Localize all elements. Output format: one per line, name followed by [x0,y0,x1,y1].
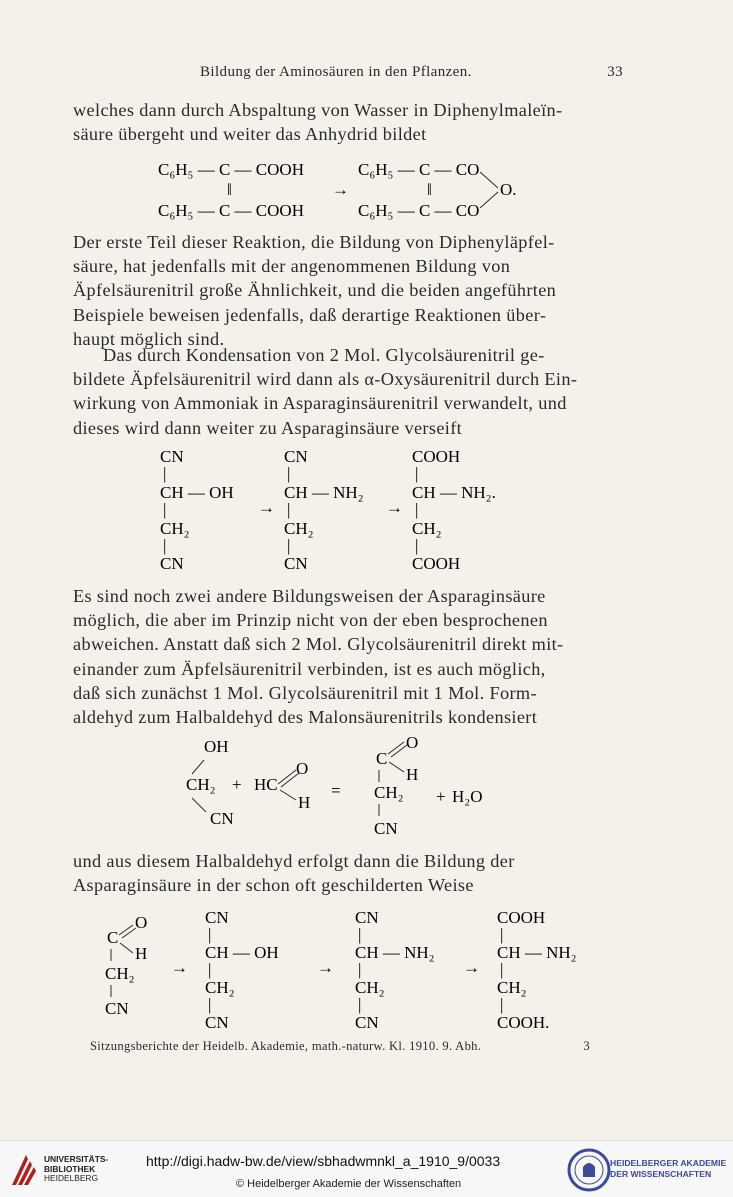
text-line: Äpfelsäurenitril große Ähnlichkeit, und die beiden angeführten [73,280,557,301]
text-line: wirkung von Ammoniak in Asparaginsäurenitril verwandelt, und [73,393,567,414]
formula-diphenylmaleic-svg [158,158,548,220]
aldehyde-carbon: C [376,749,388,768]
university-library-logo-icon[interactable] [6,1149,48,1191]
signature-mark: 3 [583,1039,590,1053]
paragraph-4 [73,584,626,729]
formula-text: C₆H₅ — C — CO [358,201,480,220]
bond: | [415,536,419,555]
text-line: einander zum Äpfelsäurenitril verbinden, ist es auch möglich, [73,658,546,679]
reaction-arrow: → [386,498,403,517]
group: COOH [497,908,546,927]
academy-line: DER WISSENSCHAFTEN [610,1169,712,1179]
formula-column-3 [497,908,577,1032]
bond: | [500,925,504,944]
bond-line [388,742,404,754]
hydrogen: H [406,765,419,784]
formula-asparagine-route [160,446,560,581]
text-line: Asparaginsäure in der schon oft geschilderten Weise [73,875,474,896]
plus-sign: + [232,775,242,794]
group: CH — OH [160,483,234,502]
group: CN [355,908,379,927]
bond: | [415,500,419,519]
viewer-bottom-bar [0,1140,733,1197]
bond: | [208,960,212,979]
methylene-group: CH₂ [374,783,404,802]
group: CH₂ [497,978,527,997]
group: CN [355,1013,379,1032]
bond: | [287,464,291,483]
paragraph-2 [73,230,626,351]
hydrogen: H [135,944,148,963]
bond: | [287,500,291,519]
text-line: säure übergeht und weiter das Anhydrid bildet [73,124,427,145]
footnote-text: Sitzungsberichte der Heidelb. Akademie, math.-naturw. Kl. 1910. 9. Abh. [90,1039,482,1053]
bond-line [391,745,407,757]
group: CN [160,554,184,573]
academy-seal-icon[interactable] [566,1147,612,1193]
methylene-group: CH₂ [105,964,135,983]
group: CH — NH₂ [355,943,435,962]
formula-text: C₆H₅ — C — COOH [158,160,304,179]
text-line: und aus diesem Halbaldehyd erfolgt dann die Bildung der [73,851,515,871]
bond-line [389,762,404,772]
halbaldehyd-structure [105,913,147,1018]
copyright-notice: © Heidelberger Akademie der Wissenschaften [236,1178,462,1190]
nitrile-group: CN [105,999,129,1018]
text-line: möglich, die aber im Prinzip nicht von der eben besprochenen [73,610,548,631]
text-line: aldehyd zum Halbaldehyd des Malonsäurenitrils kondensiert [73,707,538,728]
formula-text: C₆H₅ — C — CO [358,160,480,179]
paragraph-5 [73,849,626,897]
group: CN [284,554,308,573]
paragraph-3 [73,343,626,440]
formula-halbaldehyd-route [105,903,605,1038]
formaldehyde-carbon: HC [254,775,278,794]
text-line: Das durch Kondensation von 2 Mol. Glycolsäurenitril ge- [103,345,545,365]
group: CN [205,1013,229,1032]
hydroxyl-group: OH [204,737,229,756]
text-line: haupt möglich sind. [73,328,225,349]
bond-line [280,790,296,800]
permalink-url[interactable]: http://digi.hadw-bw.de/view/sbhadwmnkl_a_1910_9/0033 [146,1153,501,1169]
academy-line: HEIDELBERGER AKADEMIE [610,1158,727,1168]
oxygen: O [406,733,419,752]
text-line: Der erste Teil dieser Reaktion, die Bildung von Diphenyläpfel- [73,232,555,252]
equals-sign: = [331,781,341,800]
bond: | [358,995,362,1014]
reaction-arrow: → [171,958,188,977]
bond-line [192,760,204,774]
text-line: Es sind noch zwei andere Bildungsweisen der Asparaginsäure [73,586,546,606]
bond: | [415,464,419,483]
hydrogen: H [298,793,311,812]
group: CH — NH₂ [497,943,577,962]
group: CN [284,447,308,466]
text-line: säure, hat jedenfalls mit der angenommenen Bildung von [73,256,511,277]
text-line: dieses wird dann weiter zu Asparaginsäure verseift [73,417,463,438]
aldehyde-carbon: C [107,928,119,947]
bond-line [480,192,498,208]
bond: | [163,464,167,483]
group: CH — OH [205,943,279,962]
formula-column-2 [284,447,364,573]
nitrile-group: CN [374,819,398,838]
double-bond: ‖ [427,180,432,199]
bond-line [119,925,133,935]
group: COOH. [497,1013,550,1032]
group: CH — NH₂. [412,483,496,502]
formula-halbaldehyd [186,734,516,849]
group: CH₂ [284,519,314,538]
plus-sign: + [436,787,446,806]
page-footnote [90,1039,590,1054]
bond: | [208,995,212,1014]
text-line: welches dann durch Abspaltung von Wasser in Diphenylmaleïn- [73,100,563,120]
formula-diphenylmaleic [158,158,548,225]
paragraph-1 [73,98,626,146]
group: CN [160,447,184,466]
water: H₂O [452,787,483,806]
group: CH₂ [355,978,385,997]
formula-asparagine-svg [160,446,560,576]
bond: | [500,995,504,1014]
bond-line [480,172,498,188]
oxygen: O [296,759,309,778]
running-title: Bildung der Aminosäuren in den Pflanzen. [200,64,472,80]
academy-name[interactable] [610,1158,726,1180]
bond-line [192,798,206,812]
double-bond: ‖ [227,180,232,199]
group: CH₂ [205,978,235,997]
text-line: abweichen. Anstatt daß sich 2 Mol. Glycolsäurenitril direkt mit- [73,634,564,655]
bond: | [208,925,212,944]
reaction-arrow: → [463,958,480,977]
group: CN [205,908,229,927]
bond: | [358,925,362,944]
formula-halbaldehyd-route-svg [105,903,605,1033]
reaction-arrow: → [258,498,275,517]
page-number: 33 [607,64,623,80]
bond: | [500,960,504,979]
reaction-arrow: → [332,180,349,199]
bond: | [163,536,167,555]
library-line: HEIDELBERG [44,1173,98,1183]
bond: | [163,500,167,519]
group: CH — NH₂ [284,483,364,502]
formula-text: C₆H₅ — C — COOH [158,201,304,220]
group: CH₂ [160,519,190,538]
text-line: Beispiele beweisen jedenfalls, daß derartige Reaktionen über- [73,304,547,325]
oxygen: O [135,913,148,932]
library-line: BIBLIOTHEK [44,1163,96,1174]
text-line: bildete Äpfelsäurenitril wird dann als α-Oxysäurenitril durch Ein- [73,369,578,390]
group: CH₂ [412,519,442,538]
formula-halbaldehyd-svg [186,734,516,844]
library-line: UNIVERSITÄTS- [44,1154,109,1164]
university-library-name[interactable] [44,1155,108,1184]
bond: | [287,536,291,555]
bridge-oxygen: O. [500,180,517,199]
group: COOH [412,554,461,573]
formula-column-1 [205,908,279,1032]
reaction-arrow: → [317,958,334,977]
nitrile-group: CN [210,809,234,828]
bond: | [358,960,362,979]
methylene-group: CH₂ [186,775,216,794]
bond-line [122,928,136,938]
formula-column-2 [355,908,435,1032]
formula-column-1 [160,447,234,573]
formula-column-3 [412,447,496,573]
bond-line [120,943,133,953]
text-line: daß sich zunächst 1 Mol. Glycolsäurenitril mit 1 Mol. Form- [73,682,537,703]
group: COOH [412,447,461,466]
